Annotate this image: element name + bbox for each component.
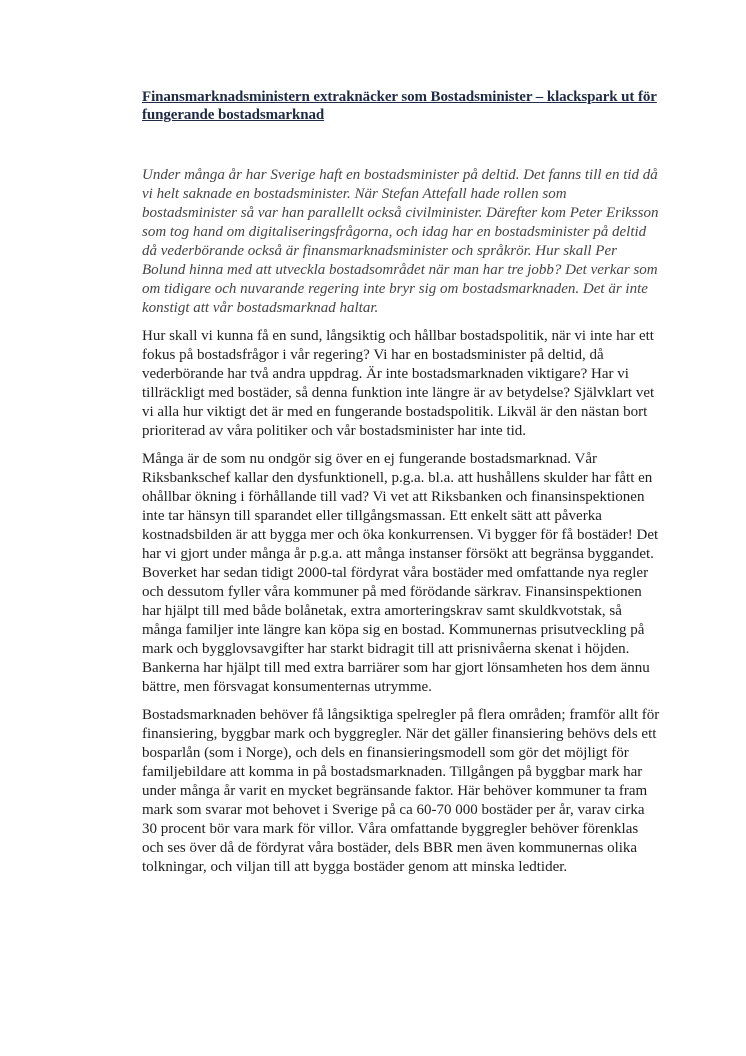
body-paragraph-1: Hur skall vi kunna få en sund, långsiktig och hållbar bostadspolitik, när vi inte har ett fokus på bostadsfrågor i vår regering? Vi har en bostadsminister på deltid, då vederbörande har två andra uppdrag. Är inte bostadsmarknaden viktigare? Har vi tillräckligt med bostäder, så denna funktion inte längre är av betydelse? Självklart vet vi alla hur viktigt det är med en fungerande bostadspolitik. Likväl är den nästan bort prioriterad av våra politiker och vår bostadsminister har inte tid. [142,328,655,439]
lead-paragraph: Under många år har Sverige haft en bostadsminister på deltid. Det fanns till en tid då vi helt saknade en bostadsminister. När Stefan Attefall hade rollen som bostadsminister så var han parallellt också civilminister. Därefter kom Peter Eriksson som tog hand om digitaliseringsfrågorna, och idag har en bostadsminister på deltid då vederbörande också är finansmarknadsminister och språkrör. Hur skall Per Bolund hinna med att utveckla bostadsområdet när man har tre jobb? Det verkar som om tidigare och nuvarande regering inte bryr sig om bostadsmarknaden. Det är inte konstigt att vår bostadsmarknad haltar. [142,167,659,316]
body-paragraph-3: Bostadsmarknaden behöver få långsiktiga spelregler på flera områden; framför allt för finansiering, byggbar mark och byggregler. När det gäller finansiering behövs dels ett bosparlån (som i Norge), och dels en finansieringsmodell som gör det möjligt för familjebildare att komma in på bostadsmarknaden. Tillgången på byggbar mark har under många år varit en mycket begränsande faktor. Här behöver kommuner ta fram mark som svarar mot behovet i Sverige på ca 60-70 000 bostäder per år, varav cirka 30 procent bör vara mark för villor. Våra omfattande byggregler behöver förenklas och ses över då de fördyrat våra bostäder, dels BBR men även kommunernas olika tolkningar, och viljan till att bygga bostäder genom att minska ledtider. [142,707,660,875]
document-page [142,88,662,877]
body-paragraph-2: Många är de som nu ondgör sig över en ej fungerande bostadsmarknad. Vår Riksbankschef kallar den dysfunktionell, p.g.a. bl.a. att hushållens skulder har fått en ohållbar ökning i förhållande till vad? Vi vet att Riksbanken och finansinspektionen inte tar hänsyn till sparandet eller tillgångsmassan. Ett enkelt sätt att påverka kostnadsbilden är att bygga mer och öka konkurrensen. Vi bygger för få bostäder! Det har vi gjort under många år p.g.a. att många instanser försökt att begränsa byggandet. Boverket har sedan tidigt 2000-tal fördyrat våra bostäder med omfattande nya regler och dessutom fyller våra kommuner på med förödande särkrav. Finansinspektionen har hjälpt till med både bolånetak, extra amorteringskrav samt skuldkvotstak, så många familjer inte längre kan köpa sig en bostad. Kommunernas prisutveckling på mark och bygglovsavgifter har starkt bidragit till att prisnivåerna skenat i höjden. Bankerna har hjälpt till med extra barriärer som har gjort lönsamheten hos dem ännu bättre, men försvagat konsumenternas utrymme. [142,451,659,695]
document-title: Finansmarknadsministern extraknäcker som Bostadsminister – klackspark ut för fungerande bostadsmarknad [142,89,657,123]
